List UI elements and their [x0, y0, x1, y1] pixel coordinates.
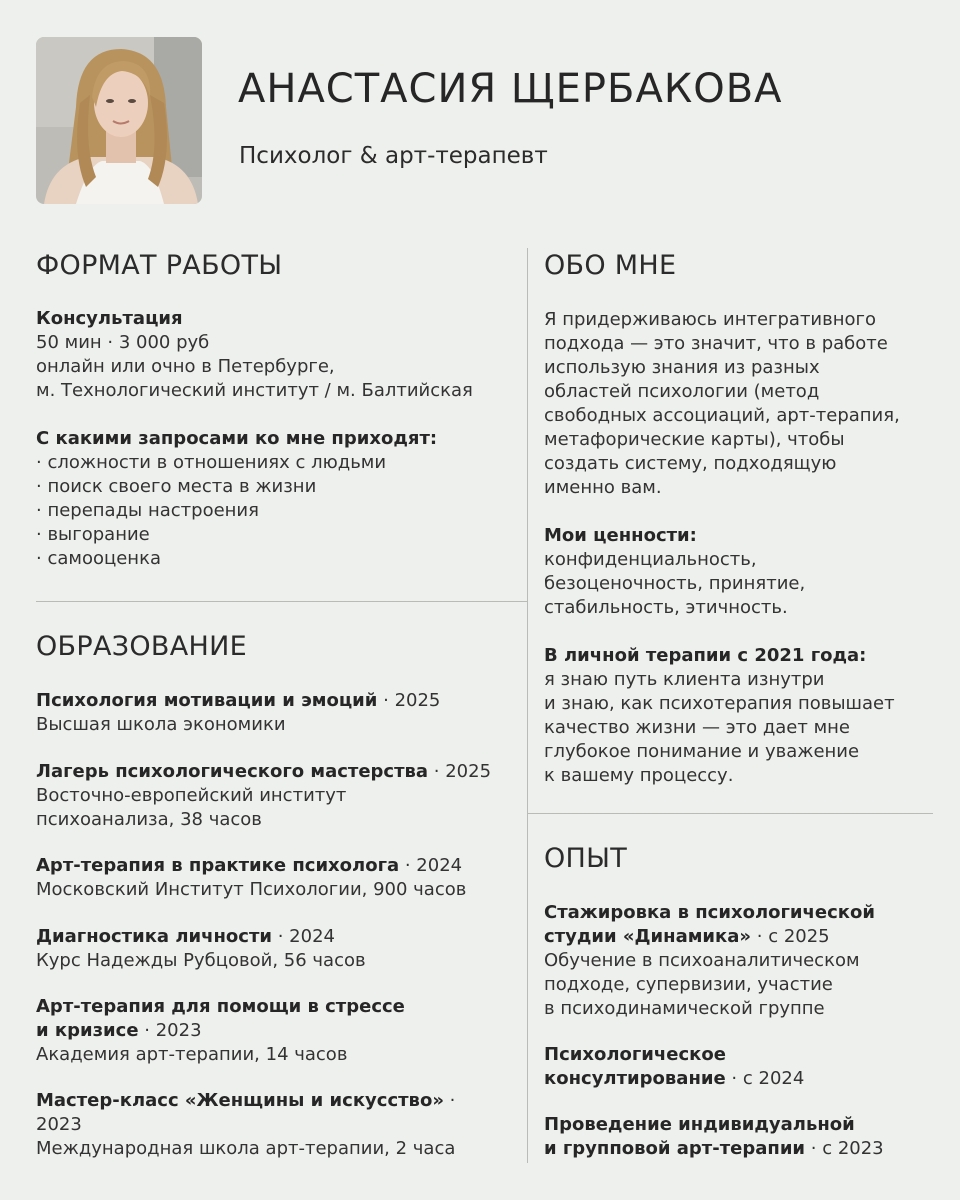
profile-photo — [36, 37, 202, 204]
education-item — [36, 760, 516, 832]
left-section-divider — [36, 601, 527, 602]
education-item-year-line: 2023 — [36, 1114, 82, 1135]
education-item-title-cont: и кризисе — [36, 1020, 139, 1041]
education-item-title: Мастер-класс «Женщины и искусство» — [36, 1090, 444, 1111]
experience-item-desc: в психодинамической группе — [544, 998, 825, 1019]
request-item: · сложности в отношениях с людьми — [36, 452, 387, 473]
values-line: безоценочность, принятие, — [544, 573, 806, 594]
person-name: АНАСТАСИЯ ЩЕРБАКОВА — [238, 66, 783, 112]
education-section-title: ОБРАЗОВАНИЕ — [36, 631, 247, 662]
request-item: · самооценка — [36, 548, 161, 569]
education-item-title: Лагерь психологического мастерства — [36, 761, 429, 782]
about-line: свободных ассоциаций, арт-терапия, — [544, 405, 900, 426]
experience-item-title-cont: и групповой арт-терапии — [544, 1138, 806, 1159]
education-item-desc: Академия арт-терапии, 14 часов — [36, 1044, 348, 1065]
education-item-title: Психология мотивации и эмоций — [36, 690, 378, 711]
values-line: конфиденциальность, — [544, 549, 757, 570]
about-section — [544, 308, 929, 788]
therapy-title: В личной терапии с 2021 года: — [544, 645, 867, 666]
experience-item-since: · с 2023 — [805, 1138, 884, 1159]
about-line: подхода — это значит, что в работе — [544, 333, 888, 354]
experience-section-title: ОПЫТ — [544, 843, 628, 874]
consult-title: Консультация — [36, 308, 183, 329]
experience-item-title: Проведение индивидуальной — [544, 1114, 855, 1135]
education-item — [36, 689, 516, 737]
education-item-desc: психоанализа, 38 часов — [36, 809, 262, 830]
experience-item — [544, 1113, 924, 1161]
about-line: метафорические карты), чтобы — [544, 429, 845, 450]
therapy-line: я знаю путь клиента изнутри — [544, 669, 825, 690]
education-item-year: · 2023 — [138, 1020, 202, 1041]
requests-title: С какими запросами ко мне приходят: — [36, 428, 438, 449]
format-section — [36, 307, 516, 571]
request-item: · перепады настроения — [36, 500, 259, 521]
education-item — [36, 925, 516, 973]
education-item-year: · 2025 — [428, 761, 492, 782]
experience-item-since: · с 2024 — [725, 1068, 805, 1089]
about-line: областей психологии (метод — [544, 381, 820, 402]
education-item-year: · 2024 — [399, 855, 463, 876]
education-item-desc: Международная школа арт-терапии, 2 часа — [36, 1138, 456, 1159]
values-title: Мои ценности: — [544, 525, 697, 546]
about-line: именно вам. — [544, 477, 662, 498]
experience-item-desc: Обучение в психоаналитическом — [544, 950, 860, 971]
values-line: стабильность, этичность. — [544, 597, 788, 618]
education-item-title: Диагностика личности — [36, 926, 273, 947]
therapy-line: и знаю, как психотерапия повышает — [544, 693, 895, 714]
request-item: · выгорание — [36, 524, 150, 545]
therapy-line: глубокое понимание и уважение — [544, 741, 860, 762]
experience-item-title-cont: студии «Динамика» — [544, 926, 752, 947]
education-item-year: · 2024 — [272, 926, 335, 947]
education-item — [36, 995, 516, 1067]
education-item-desc: Высшая школа экономики — [36, 714, 286, 735]
consult-location: онлайн или очно в Петербурге, — [36, 356, 335, 377]
therapy-line: качество жизни — это дает мне — [544, 717, 851, 738]
person-role: Психолог & арт-терапевт — [239, 143, 548, 169]
about-line: использую знания из разных — [544, 357, 820, 378]
education-item-desc: Курс Надежды Рубцовой, 56 часов — [36, 950, 366, 971]
about-line: Я придерживаюсь интегративного — [544, 309, 876, 330]
education-item-title: Арт-терапия в практике психолога — [36, 855, 400, 876]
education-item-desc: Московский Институт Психологии, 900 часов — [36, 879, 467, 900]
education-item-title: Арт-терапия для помощи в стрессе — [36, 996, 405, 1017]
about-line: создать систему, подходящую — [544, 453, 837, 474]
experience-item-title: Стажировка в психологической — [544, 902, 875, 923]
consult-metro: м. Технологический институт / м. Балтийская — [36, 380, 473, 401]
therapy-line: к вашему процессу. — [544, 765, 734, 786]
experience-item-title-cont: консултирование — [544, 1068, 726, 1089]
experience-item-title: Психологическое — [544, 1044, 726, 1065]
experience-item-desc: подходе, супервизии, участие — [544, 974, 833, 995]
education-item-year: · 2025 — [377, 690, 441, 711]
column-divider — [527, 248, 528, 1163]
education-item — [36, 854, 516, 902]
consult-price: 50 мин · 3 000 руб — [36, 332, 210, 353]
request-item: · поиск своего места в жизни — [36, 476, 317, 497]
education-item — [36, 1089, 516, 1161]
about-section-title: ОБО МНЕ — [544, 250, 677, 281]
experience-item-since: · с 2025 — [751, 926, 830, 947]
education-item-year: · — [443, 1090, 456, 1111]
right-section-divider — [527, 813, 933, 814]
experience-item — [544, 901, 924, 1021]
format-section-title: ФОРМАТ РАБОТЫ — [36, 250, 283, 281]
experience-item — [544, 1043, 924, 1091]
education-item-desc: Восточно-европейский институт — [36, 785, 347, 806]
